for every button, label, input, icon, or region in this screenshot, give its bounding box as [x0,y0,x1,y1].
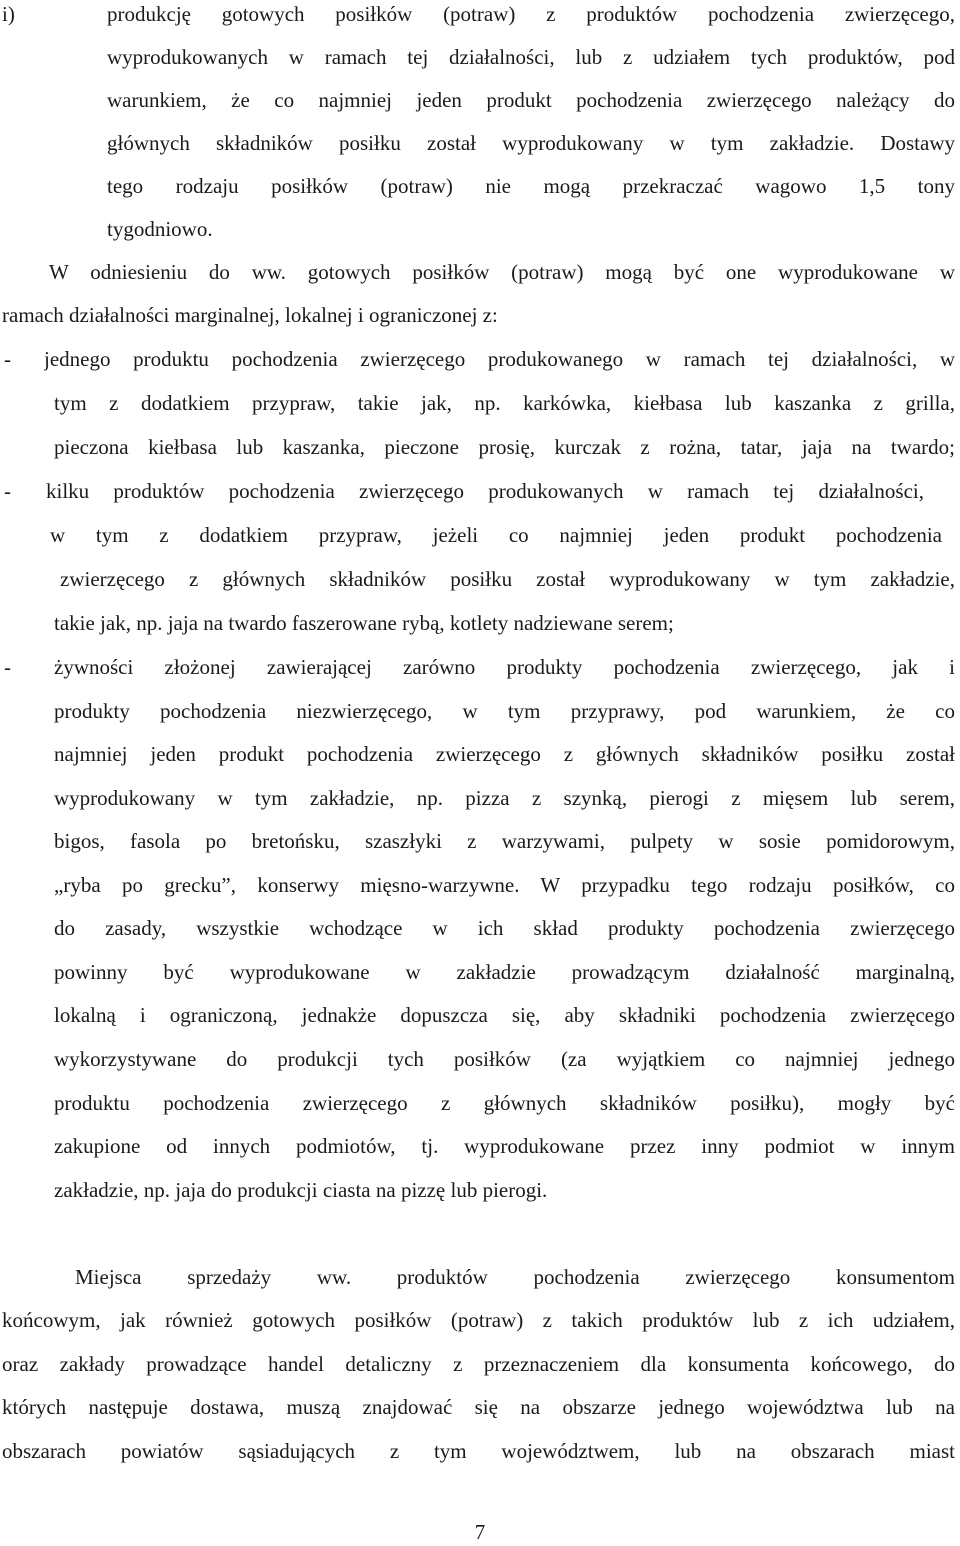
bullet-1-line-3: pieczona kiełbasa lub kaszanka, pieczone prosię, kurczak z rożna, tatar, jaja na twardo; [54,435,955,459]
item-i-line-6: tygodniowo. [107,217,213,241]
page-number: 7 [474,1520,486,1544]
item-i-line-1: produkcję gotowych posiłków (potraw) z produktów pochodzenia zwierzęcego, [107,2,955,26]
item-i-line-5: tego rodzaju posiłków (potraw) nie mogą przekraczać wagowo 1,5 tony [107,174,955,198]
bullet-3-line-6: „ryba po grecku”, konserwy mięsno-warzywne. W przypadku tego rodzaju posiłków, co [54,873,955,897]
bullet-2-line-4: takie jak, np. jaja na twardo faszerowane rybą, kotlety nadziewane serem; [54,611,674,635]
bullet-3-line-7: do zasady, wszystkie wchodzące w ich skład produkty pochodzenia zwierzęcego [54,916,955,940]
bullet-2-line-3: zwierzęcego z głównych składników posiłku został wyprodukowany w tym zakładzie, [60,567,955,591]
bullet-2-line-2: w tym z dodatkiem przypraw, jeżeli co najmniej jeden produkt pochodzenia [50,523,942,547]
list-marker-i: i) [2,2,15,26]
item-i-line-3: warunkiem, że co najmniej jeden produkt pochodzenia zwierzęcego należący do [107,88,955,112]
bullet-3-line-10: wykorzystywane do produkcji tych posiłków (za wyjątkiem co najmniej jednego [54,1047,955,1071]
bullet-3-line-3: najmniej jeden produkt pochodzenia zwierzęcego z głównych składników posiłku został [54,742,955,766]
bullet-3-line-1: żywności złożonej zawierającej zarówno produkty pochodzenia zwierzęcego, jak i [54,655,955,679]
bullet-marker-2: - [4,479,11,503]
closing-line-1: Miejsca sprzedaży ww. produktów pochodzenia zwierzęcego konsumentom [75,1265,955,1289]
bullet-3-line-4: wyprodukowany w tym zakładzie, np. pizza z szynką, pierogi z mięsem lub serem, [54,786,955,810]
bullet-1-line-1: jednego produktu pochodzenia zwierzęcego produkowanego w ramach tej działalności, w [44,347,955,371]
item-i-line-2: wyprodukowanych w ramach tej działalności, lub z udziałem tych produktów, pod [107,45,955,69]
bullet-2-line-1: kilku produktów pochodzenia zwierzęcego produkowanych w ramach tej działalności, [46,479,924,503]
bullet-3-line-9: lokalną i ograniczoną, jednakże dopuszcza się, aby składniki pochodzenia zwierzęcego [54,1003,955,1027]
bullet-3-line-13: zakładzie, np. jaja do produkcji ciasta na pizzę lub pierogi. [54,1178,548,1202]
item-i-line-4: głównych składników posiłku został wyprodukowany w tym zakładzie. Dostawy [107,131,955,155]
bullet-marker-3: - [4,655,11,679]
closing-line-4: których następuje dostawa, muszą znajdować się na obszarze jednego województwa lub na [2,1395,955,1419]
bullet-3-line-12: zakupione od innych podmiotów, tj. wyprodukowane przez inny podmiot w innym [54,1134,955,1158]
bullet-3-line-2: produkty pochodzenia niezwierzęcego, w tym przyprawy, pod warunkiem, że co [54,699,955,723]
bullet-3-line-5: bigos, fasola po bretońsku, szaszłyki z warzywami, pulpety w sosie pomidorowym, [54,829,955,853]
closing-line-2: końcowym, jak również gotowych posiłków (potraw) z takich produktów lub z ich udziałem, [2,1308,955,1332]
closing-line-3: oraz zakłady prowadzące handel detaliczny z przeznaczeniem dla konsumenta końcowego, do [2,1352,955,1376]
bullet-marker-1: - [4,347,11,371]
intro-line-2: ramach działalności marginalnej, lokalnej i ograniczonej z: [2,303,498,327]
bullet-1-line-2: tym z dodatkiem przypraw, takie jak, np. karkówka, kiełbasa lub kaszanka z grilla, [54,391,955,415]
bullet-3-line-11: produktu pochodzenia zwierzęcego z głównych składników posiłku), mogły być [54,1091,955,1115]
closing-line-5: obszarach powiatów sąsiadujących z tym województwem, lub na obszarach miast [2,1439,955,1463]
intro-line-1: W odniesieniu do ww. gotowych posiłków (potraw) mogą być one wyprodukowane w [49,260,955,284]
bullet-3-line-8: powinny być wyprodukowane w zakładzie prowadzącym działalność marginalną, [54,960,955,984]
